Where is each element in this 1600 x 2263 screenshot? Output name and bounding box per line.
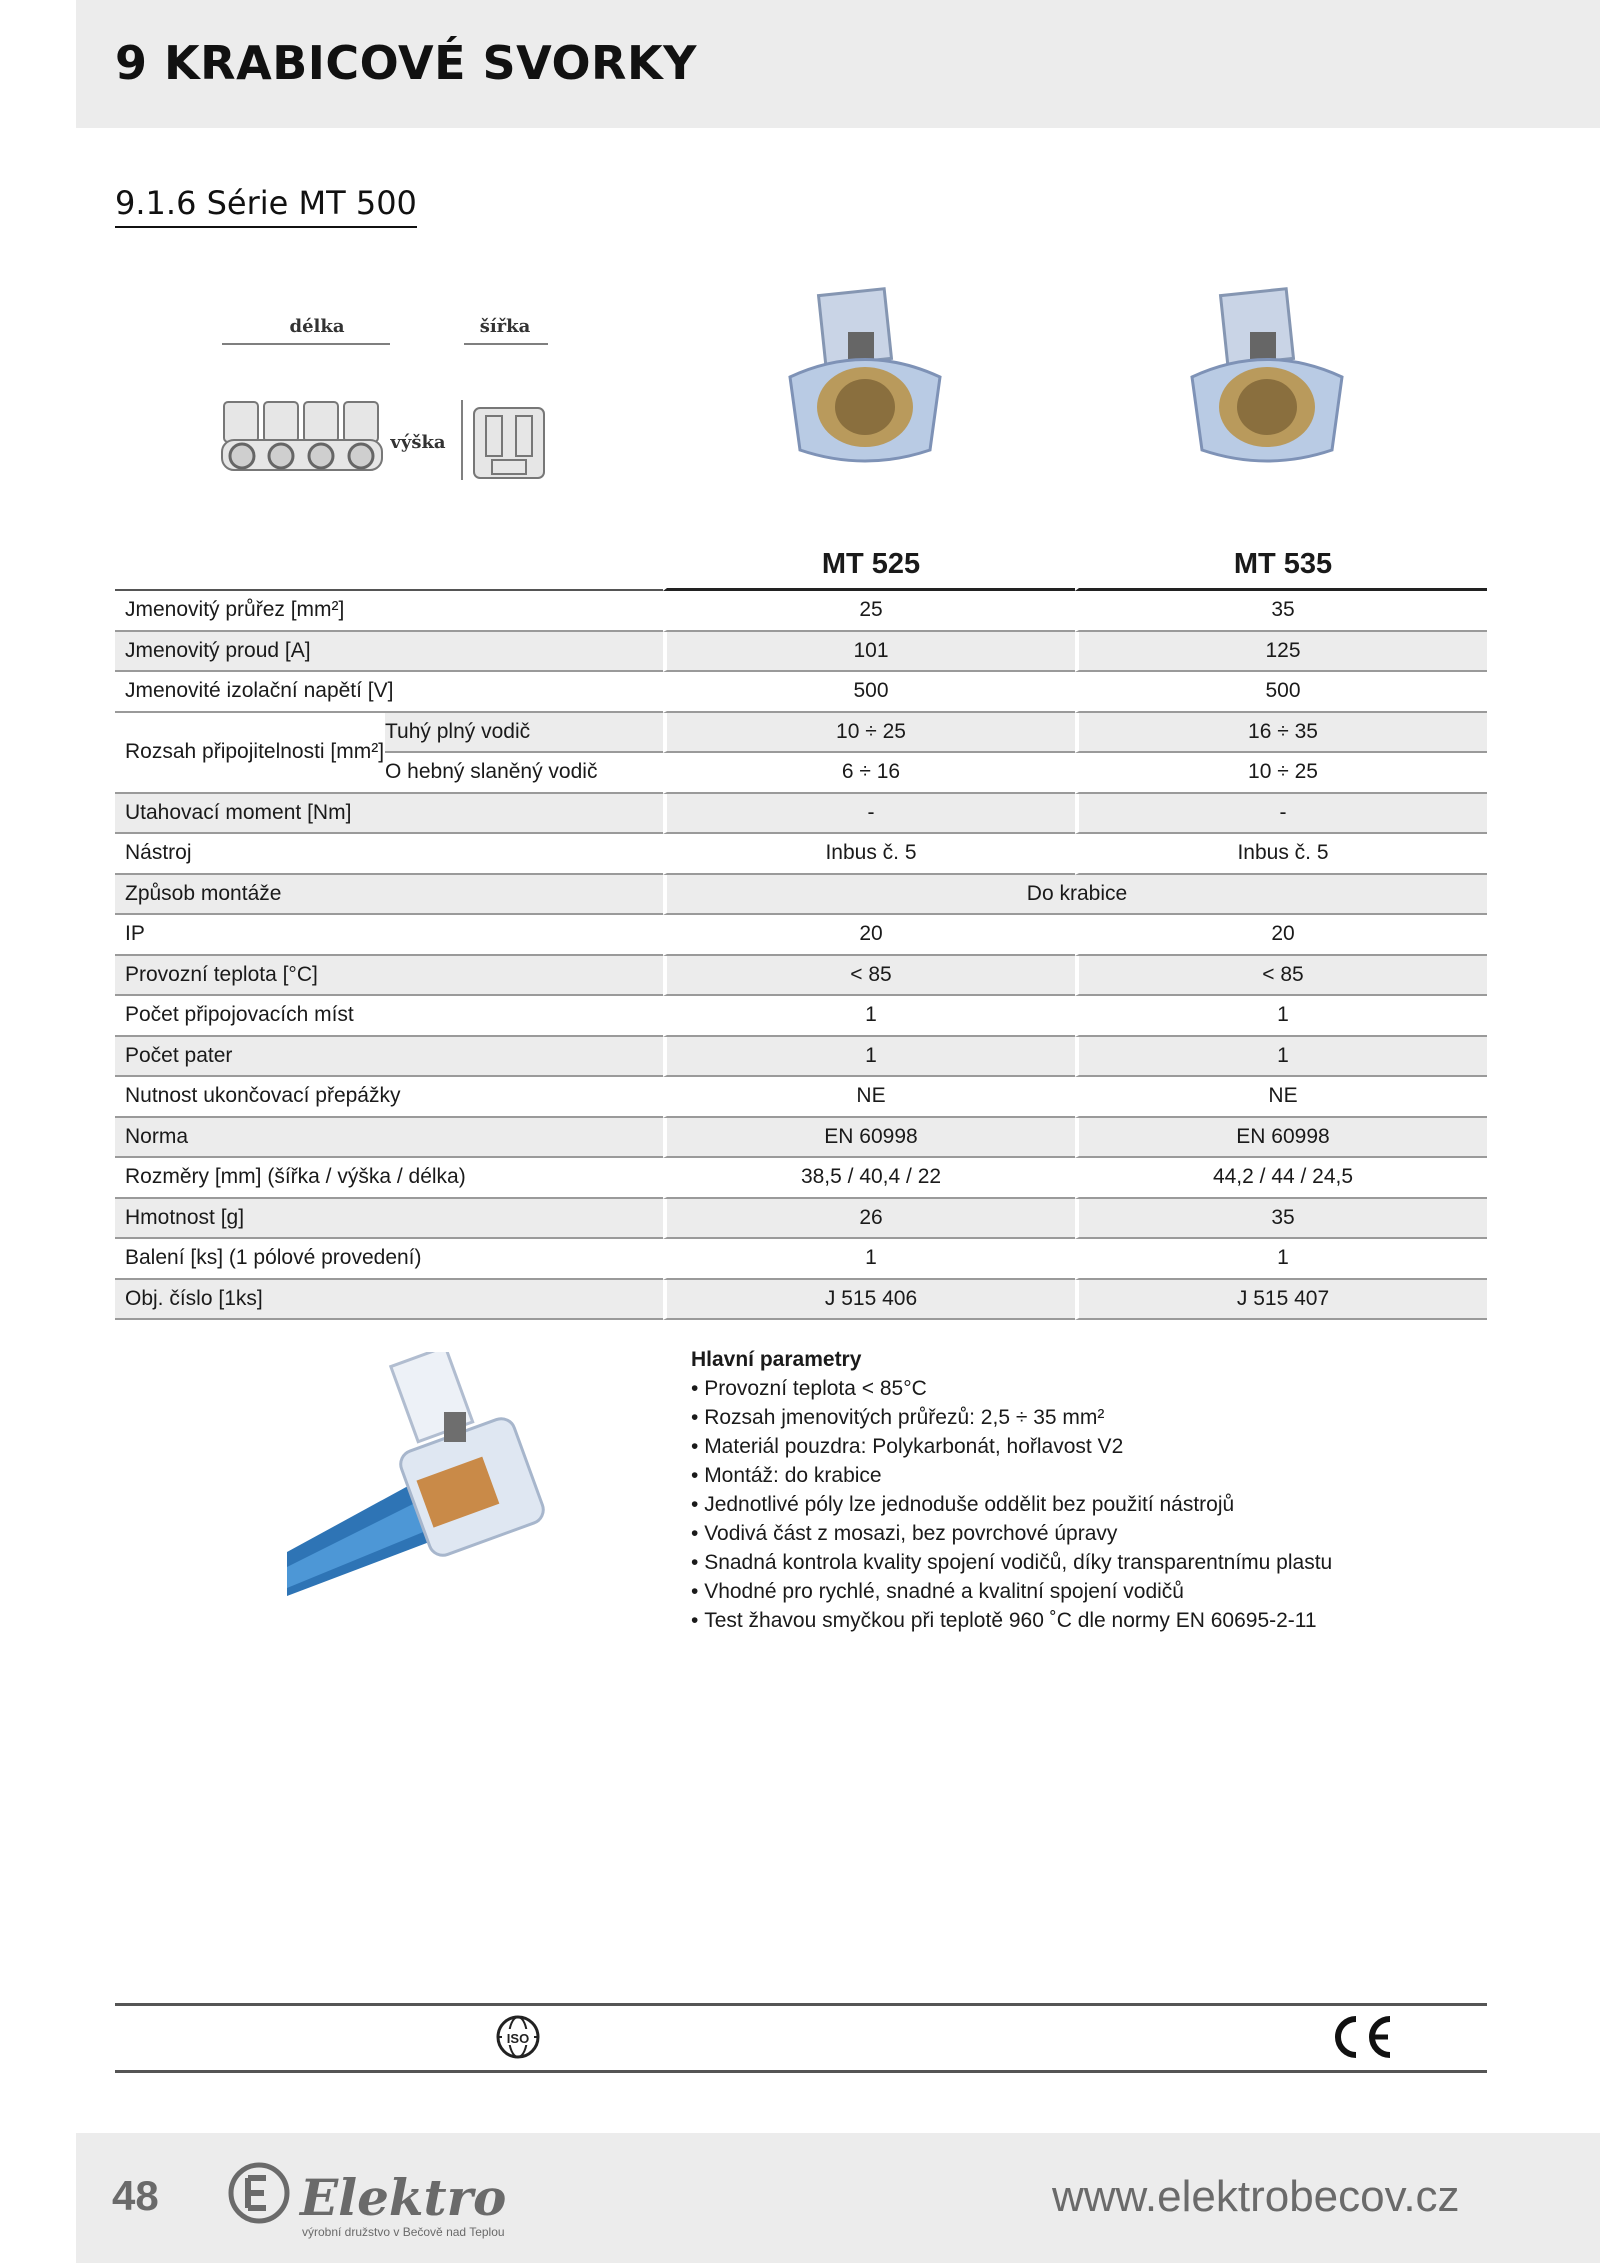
row-label: Nástroj xyxy=(115,834,663,875)
table-row xyxy=(115,875,1487,916)
table-row xyxy=(115,1037,1487,1078)
cell: 38,5 / 40,4 / 22 xyxy=(663,1158,1075,1199)
chapter-title: 9 KRABICOVÉ SVORKY xyxy=(115,36,697,90)
table-row xyxy=(115,1239,1487,1280)
row-label: Balení [ks] (1 pólové provedení) xyxy=(115,1239,663,1280)
list-item: • Snadná kontrola kvality spojení vodičů, díky transparentnímu plastu xyxy=(691,1548,1332,1577)
cell: 25 xyxy=(663,591,1075,632)
table-row xyxy=(115,672,1487,713)
column-header: MT 525 xyxy=(663,540,1075,591)
cell: 44,2 / 44 / 24,5 xyxy=(1075,1158,1487,1199)
product-image-mt525 xyxy=(770,282,960,472)
cell: EN 60998 xyxy=(1075,1118,1487,1159)
iso-icon xyxy=(494,2013,542,2061)
cell: 6 ÷ 16 xyxy=(663,753,1075,794)
company-logo: Elektro xyxy=(300,2168,507,2227)
row-label: Utahovací moment [Nm] xyxy=(115,794,663,835)
cell: < 85 xyxy=(1075,956,1487,997)
cell: < 85 xyxy=(663,956,1075,997)
cell: 500 xyxy=(1075,672,1487,713)
website-url: www.elektrobecov.cz xyxy=(1052,2172,1460,2221)
cell: 20 xyxy=(663,915,1075,956)
cell: 10 ÷ 25 xyxy=(663,713,1075,754)
row-sublabel: Tuhý plný vodič xyxy=(385,713,663,754)
cell: J 515 407 xyxy=(1075,1280,1487,1321)
row-label: Rozměry [mm] (šířka / výška / délka) xyxy=(115,1158,663,1199)
table-row xyxy=(115,1280,1487,1321)
width-label: šířka xyxy=(479,316,531,337)
list-item: • Test žhavou smyčkou při teplotě 960 ˚C dle normy EN 60695-2-11 xyxy=(691,1606,1332,1635)
dimension-diagram xyxy=(212,310,572,490)
list-item: • Vodivá část z mosazi, bez povrchové úpravy xyxy=(691,1519,1332,1548)
main-parameters xyxy=(691,1345,1332,1635)
cell: 26 xyxy=(663,1199,1075,1240)
product-cable-image xyxy=(282,1352,622,1596)
cell: NE xyxy=(663,1077,1075,1118)
table-row xyxy=(115,1199,1487,1240)
row-label: IP xyxy=(115,915,663,956)
table-row xyxy=(115,996,1487,1037)
table-row xyxy=(115,915,1487,956)
table-row xyxy=(115,794,1487,835)
cell: - xyxy=(663,794,1075,835)
row-label: Hmotnost [g] xyxy=(115,1199,663,1240)
table-row xyxy=(115,713,1487,754)
row-sublabel: O hebný slaněný vodič xyxy=(385,753,663,794)
table-row xyxy=(115,834,1487,875)
cell: 1 xyxy=(663,1037,1075,1078)
row-label: Způsob montáže xyxy=(115,875,663,916)
table-row xyxy=(115,956,1487,997)
row-label: Norma xyxy=(115,1118,663,1159)
cell: 125 xyxy=(1075,632,1487,673)
ce-mark-icon xyxy=(1326,2013,1396,2061)
row-label: Jmenovitý proud [A] xyxy=(115,632,663,673)
cell: - xyxy=(1075,794,1487,835)
cell: 1 xyxy=(663,996,1075,1037)
cell: 1 xyxy=(1075,996,1487,1037)
cell: 1 xyxy=(663,1239,1075,1280)
parameters-list xyxy=(691,1374,1332,1635)
table-row xyxy=(115,1158,1487,1199)
iso-label: ISO xyxy=(506,2031,530,2046)
cell: 35 xyxy=(1075,1199,1487,1240)
cell: 101 xyxy=(663,632,1075,673)
cell: 1 xyxy=(1075,1239,1487,1280)
cell: 16 ÷ 35 xyxy=(1075,713,1487,754)
list-item: • Montáž: do krabice xyxy=(691,1461,1332,1490)
list-item: • Provozní teplota < 85°C xyxy=(691,1374,1332,1403)
divider xyxy=(115,2003,1487,2006)
row-label: Nutnost ukončovací přepážky xyxy=(115,1077,663,1118)
cell: 20 xyxy=(1075,915,1487,956)
cell: EN 60998 xyxy=(663,1118,1075,1159)
row-label: Jmenovitý průřez [mm²] xyxy=(115,591,663,632)
cell: NE xyxy=(1075,1077,1487,1118)
cell: Inbus č. 5 xyxy=(1075,834,1487,875)
cell: 35 xyxy=(1075,591,1487,632)
table-row xyxy=(115,1077,1487,1118)
cell: J 515 406 xyxy=(663,1280,1075,1321)
parameters-title: Hlavní parametry xyxy=(691,1348,862,1371)
row-label: Obj. číslo [1ks] xyxy=(115,1280,663,1321)
row-label: Počet připojovacích míst xyxy=(115,996,663,1037)
cell: 500 xyxy=(663,672,1075,713)
page-number: 48 xyxy=(112,2172,159,2219)
table-row xyxy=(115,632,1487,673)
row-label: Jmenovité izolační napětí [V] xyxy=(115,672,663,713)
merged-cell: Do krabice xyxy=(663,875,1487,916)
company-tagline: výrobní družstvo v Bečově nad Teplou xyxy=(302,2225,505,2239)
cell: Inbus č. 5 xyxy=(663,834,1075,875)
height-label: výška xyxy=(390,432,446,453)
list-item: • Rozsah jmenovitých průřezů: 2,5 ÷ 35 mm² xyxy=(691,1403,1332,1432)
divider xyxy=(115,2070,1487,2073)
company-logo-icon xyxy=(226,2160,292,2226)
column-header: MT 535 xyxy=(1075,540,1487,591)
section-title: 9.1.6 Série MT 500 xyxy=(115,184,417,228)
list-item: • Jednotlivé póly lze jednoduše oddělit bez použití nástrojů xyxy=(691,1490,1332,1519)
table-header-row xyxy=(115,540,1487,591)
length-label: délka xyxy=(289,316,345,337)
list-item: • Materiál pouzdra: Polykarbonát, hořlavost V2 xyxy=(691,1432,1332,1461)
table-row xyxy=(115,591,1487,632)
row-label: Provozní teplota [°C] xyxy=(115,956,663,997)
table-row xyxy=(115,1118,1487,1159)
list-item: • Vhodné pro rychlé, snadné a kvalitní spojení vodičů xyxy=(691,1577,1332,1606)
cell: 10 ÷ 25 xyxy=(1075,753,1487,794)
row-label: Počet pater xyxy=(115,1037,663,1078)
cell: 1 xyxy=(1075,1037,1487,1078)
product-image-mt535 xyxy=(1172,282,1362,472)
spec-table xyxy=(115,540,1487,1320)
row-label: Rozsah připojitelnosti [mm²] xyxy=(115,713,385,794)
